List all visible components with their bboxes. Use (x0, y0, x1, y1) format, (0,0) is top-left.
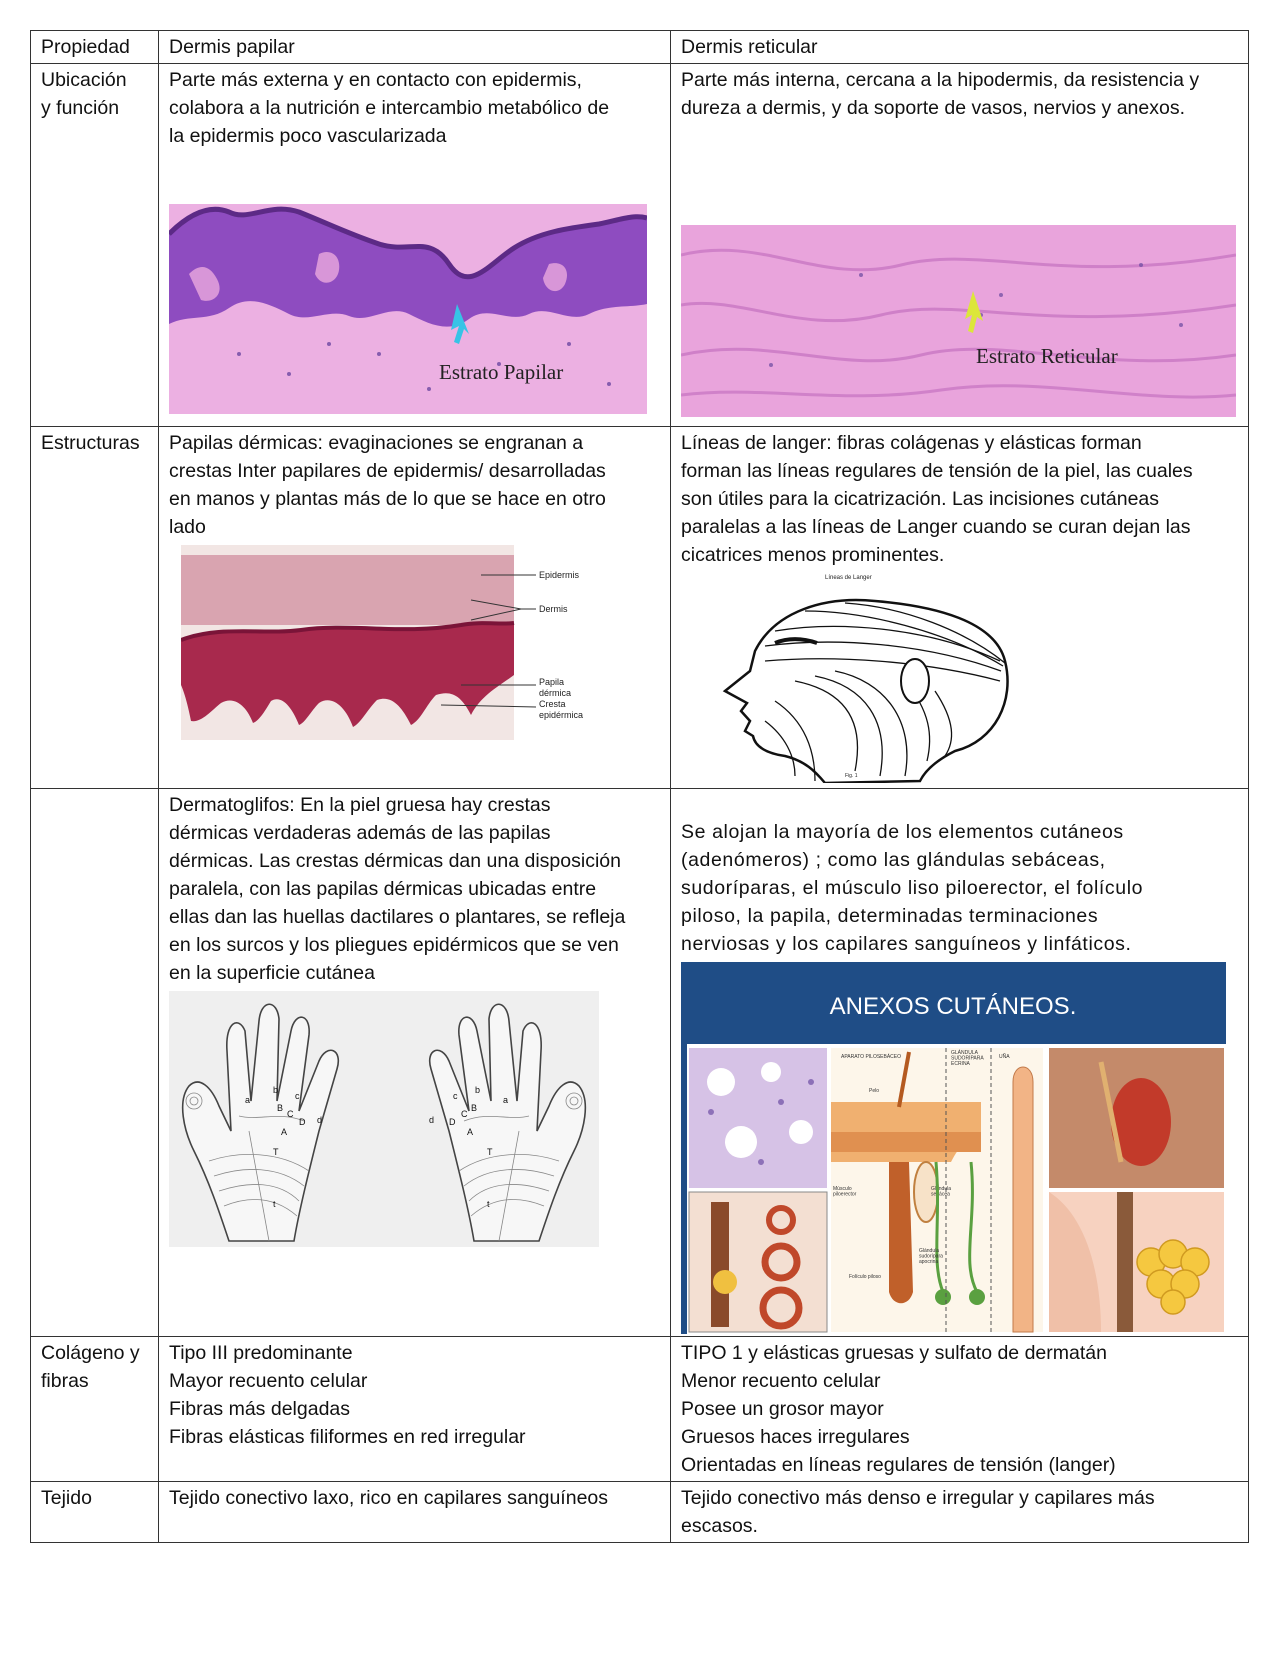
hand-letter: b (475, 1085, 481, 1095)
hand-letter: T (273, 1147, 279, 1157)
cell-ubicacion-reticular: Parte más interna, cercana a la hipodermis, da resistencia y dureza a dermis, y da soporte de vasos, nervios y anexos. Estrato Reticular (671, 64, 1249, 427)
row-dermatoglifos (31, 789, 1249, 1337)
cell-estructuras-reticular: Líneas de langer: fibras colágenas y elásticas forman forman las líneas regulares de tensión de la piel, las cuales son útiles para la cicatrización. Las incisiones cutáneas paralelas a las líneas de Langer cuando se curan dejan las cicatrices menos prominentes. Líneas de Langer Fig. 1 (671, 427, 1249, 789)
label-ubicacion: Ubicación y función (31, 64, 159, 427)
hand-letter: t (273, 1199, 276, 1209)
header-property: Propiedad (31, 31, 159, 64)
hand-letter: c (453, 1091, 458, 1101)
header-dermis-reticular: Dermis reticular (671, 31, 1249, 64)
anexos-label: APARATO PILOSEBÁCEO (841, 1054, 902, 1060)
anexos-cutaneos-image (681, 962, 1226, 1334)
row-estructuras (31, 427, 1249, 789)
header-dermis-papilar: Dermis papilar (159, 31, 671, 64)
papila-dermica-diagram (181, 545, 621, 740)
hand-letter: d (429, 1115, 435, 1125)
row-ubicacion (31, 64, 1249, 427)
label-estructuras: Estructuras (31, 427, 159, 789)
label-colageno: Colágeno y fibras (31, 1337, 159, 1482)
hand-letter: D (449, 1117, 456, 1127)
cell-colageno-reticular: TIPO 1 y elásticas gruesas y sulfato de dermatán Menor recuento celular Posee un grosor mayor Gruesos haces irregulares Orientadas en líneas regulares de tensión (langer) (671, 1337, 1249, 1482)
anexos-label: UÑA (999, 1054, 1010, 1060)
cell-dermatoglifos-reticular: Se alojan la mayoría de los elementos cutáneos (adenómeros) ; como las glándulas sebáceas, sudoríparas, el músculo liso piloerector, el folículo piloso, la papila, determinadas terminaciones nerviosas y los capilares sanguíneos y linfáticos. ANEXOS CUTÁNEOS. APARATO PILOSEBÁCEO GLÁNDULA SUDORÍPARA ECRINA UÑA Pelo Músculo piloerector Glándula sebácea Glándula sudorípara apocrina Folículo piloso (671, 789, 1249, 1337)
cell-estructuras-papilar: Papilas dérmicas: evaginaciones se engranan a crestas Inter papilares de epidermis/ desarrolladas en manos y plantas más de lo que se hace en otro lado Epidermis Dermis Papila dérmica Cresta epidérmica (159, 427, 671, 789)
hand-letter: B (471, 1103, 478, 1113)
hand-letter: D (299, 1117, 306, 1127)
anexos-label: Glándula sudorípara apocrina (919, 1248, 943, 1265)
hand-letter: T (487, 1147, 493, 1157)
hand-letter: c (295, 1091, 300, 1101)
hand-letter: B (277, 1103, 284, 1113)
cell-ubicacion-papilar: Parte más externa y en contacto con epidermis, colabora a la nutrición e intercambio metabólico de la epidermis poco vascularizada Estrato Papilar (159, 64, 671, 427)
cell-colageno-papilar: Tipo III predominante Mayor recuento celular Fibras más delgadas Fibras elásticas filiformes en red irregular (159, 1337, 671, 1482)
langer-figure-caption: Fig. 1 (845, 773, 858, 779)
langer-figure-title: Líneas de Langer (825, 575, 872, 581)
hand-letter: d (317, 1115, 323, 1125)
hand-letter: A (467, 1127, 474, 1137)
histology-papillary-image (169, 204, 647, 414)
label-estrato-papilar: Estrato Papilar (439, 360, 564, 384)
cell-dermatoglifos-papilar: Dermatoglifos: En la piel gruesa hay crestas dérmicas verdaderas además de las papilas dérmicas. Las crestas dérmicas dan una disposición paralela, con las papilas dérmicas ubicadas entre ellas dan las huellas dactilares o plantares, se refleja en los surcos y los pliegues epidérmicos que se ven en la superficie cutánea a b c B C D d A T t d D C B c b a A T t (159, 789, 671, 1337)
histology-reticular-image (681, 225, 1236, 417)
anexos-label: Glándula sebácea (931, 1186, 952, 1198)
label-dermis: Dermis (539, 604, 568, 614)
label-estrato-reticular: Estrato Reticular (976, 344, 1118, 368)
label-tejido: Tejido (31, 1482, 159, 1543)
hand-letter: a (503, 1095, 509, 1105)
table-header-row (31, 31, 1249, 64)
hand-letter: C (287, 1109, 294, 1119)
cell-tejido-papilar: Tejido conectivo laxo, rico en capilares sanguíneos (159, 1482, 671, 1543)
label-cresta-epidermica: Cresta epidérmica (539, 699, 584, 720)
anexos-label: Músculo piloerector (833, 1186, 857, 1198)
hand-letter: A (281, 1127, 288, 1137)
anexos-label: Folículo piloso (849, 1274, 881, 1280)
row-tejido (31, 1482, 1249, 1543)
anexos-label: Pelo (869, 1088, 880, 1094)
hand-letter: a (245, 1095, 251, 1105)
hand-letter: C (461, 1109, 468, 1119)
label-dermatoglifos (31, 789, 159, 1337)
label-papila-dermica: Papila dérmica (539, 677, 572, 698)
langer-lines-diagram (705, 571, 1025, 783)
anexos-title: ANEXOS CUTÁNEOS. (829, 993, 1077, 1020)
hand-letter: t (487, 1199, 490, 1209)
cell-tejido-reticular: Tejido conectivo más denso e irregular y capilares más escasos. (671, 1482, 1249, 1543)
dermis-comparison-table (30, 30, 1249, 1543)
label-epidermis: Epidermis (539, 570, 580, 580)
hand-letter: b (273, 1085, 279, 1095)
row-colageno (31, 1337, 1249, 1482)
dermatoglyph-hands-diagram (169, 991, 599, 1247)
anexos-label: GLÁNDULA SUDORÍPARA ECRINA (951, 1050, 984, 1067)
